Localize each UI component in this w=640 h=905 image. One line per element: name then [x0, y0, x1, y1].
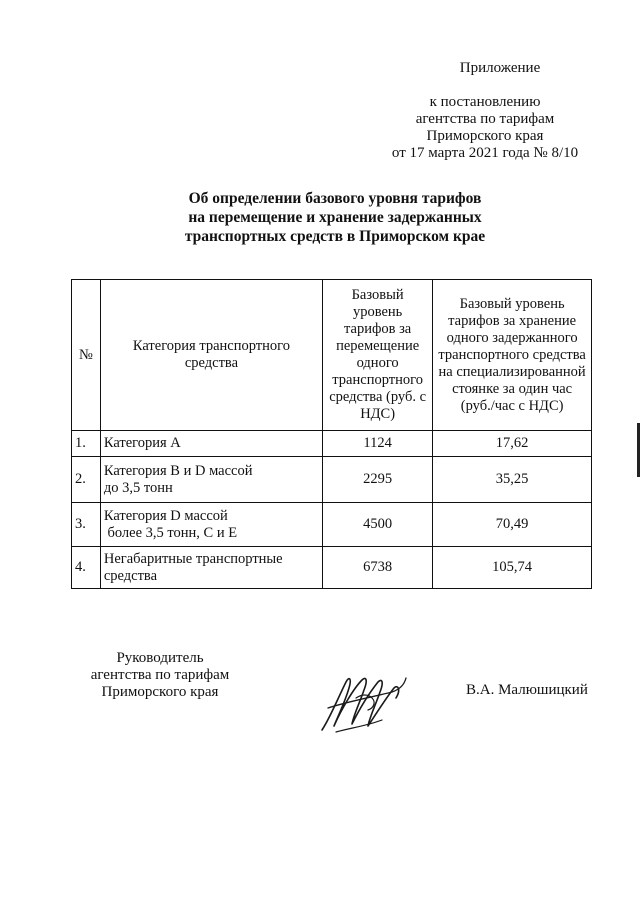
header-number: №	[72, 280, 101, 431]
signatory-position-line-2: агентства по тарифам	[90, 667, 230, 683]
row-number: 4.	[72, 547, 101, 589]
row-storage-tariff: 70,49	[433, 503, 592, 547]
row-category-line-2: до 3,5 тонн	[103, 479, 173, 496]
row-category-line-1: Категория B и D массой	[103, 462, 253, 479]
row-category: Категория A	[100, 431, 322, 457]
header-moving-tariff: Базовый уровень тарифов за перемещение одного транспортного средства (руб. с НДС)	[323, 280, 433, 431]
handwritten-signature	[316, 668, 411, 743]
signatory-position-line-1: Руководитель	[116, 650, 204, 666]
resolution-reference	[380, 94, 590, 162]
signature-scribble-icon	[316, 668, 411, 738]
resolution-line-2: агентства по тарифам	[415, 111, 555, 127]
row-moving-tariff: 6738	[323, 547, 433, 589]
title-line-3: транспортных средств в Приморском крае	[184, 228, 486, 245]
row-storage-tariff: 105,74	[433, 547, 592, 589]
document-title	[150, 189, 520, 246]
row-category-line-2: средства	[103, 567, 158, 584]
title-line-2: на перемещение и хранение задержанных	[188, 209, 482, 226]
header-storage-tariff: Базовый уровень тарифов за хранение одного задержанного транспортного средства на специализированной стоянке за один час (руб./час с НДС)	[433, 280, 592, 431]
row-moving-tariff: 2295	[323, 457, 433, 503]
signatory-position-line-3: Приморского края	[101, 684, 219, 700]
row-storage-tariff: 35,25	[433, 457, 592, 503]
row-storage-tariff: 17,62	[433, 431, 592, 457]
header-category: Категория транспортного средства	[100, 280, 322, 431]
appendix-label: Приложение	[459, 60, 541, 76]
table-header-row	[72, 280, 592, 431]
row-category-line-1: Категория D массой	[103, 507, 228, 524]
row-moving-tariff: 1124	[323, 431, 433, 457]
row-category-line-1: Негабаритные транспортные	[103, 550, 283, 567]
row-category	[100, 503, 322, 547]
signatory-name: В.А. Малюшицкий	[466, 682, 588, 698]
table-row	[72, 457, 592, 503]
table-row	[72, 547, 592, 589]
resolution-line-1: к постановлению	[429, 94, 541, 110]
row-moving-tariff: 4500	[323, 503, 433, 547]
signatory-position	[80, 650, 240, 701]
row-category	[100, 457, 322, 503]
row-number: 1.	[72, 431, 101, 457]
table-row	[72, 503, 592, 547]
table-row	[72, 431, 592, 457]
row-number: 3.	[72, 503, 101, 547]
row-category	[100, 547, 322, 589]
row-number: 2.	[72, 457, 101, 503]
row-category-line-2: более 3,5 тонн, C и E	[103, 524, 238, 541]
title-line-1: Об определении базового уровня тарифов	[188, 190, 482, 207]
resolution-date-line: от 17 марта 2021 года № 8/10	[391, 145, 579, 161]
resolution-line-3: Приморского края	[426, 128, 544, 144]
tariffs-table	[71, 279, 592, 589]
